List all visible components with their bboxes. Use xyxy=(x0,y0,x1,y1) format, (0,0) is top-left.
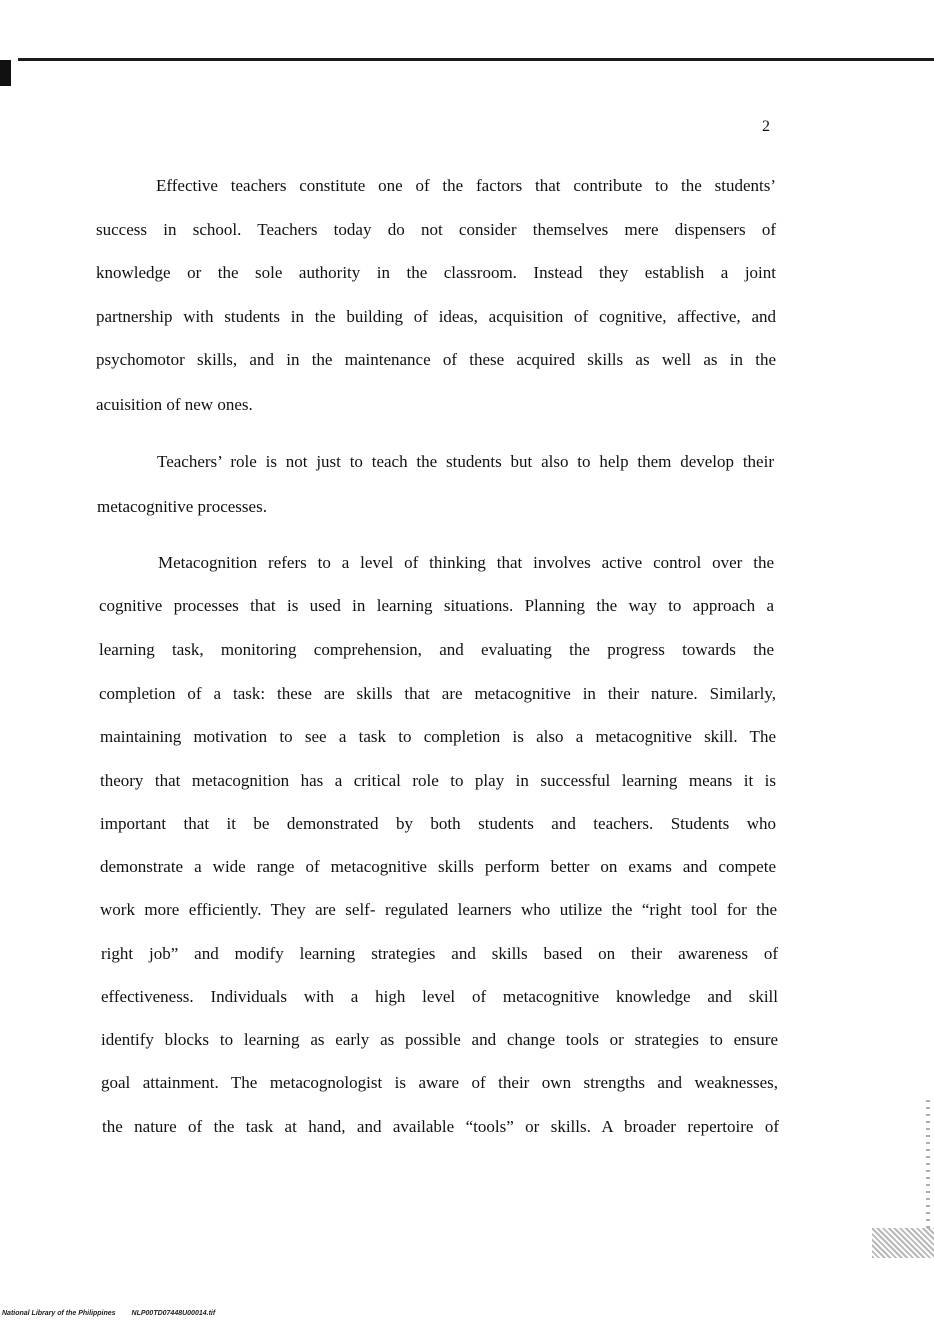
page-number: 2 xyxy=(762,118,770,135)
scan-artifact xyxy=(872,1228,934,1258)
paragraph-3-line-11: effectiveness. Individuals with a high level of metacognitive knowledge and skill xyxy=(101,987,778,1006)
footer-doc-id: NLP00TD07448U00014.tif xyxy=(131,1310,216,1317)
paragraph-3-line-13: goal attainment. The metacognologist is aware of their own strengths and weaknesses, xyxy=(101,1073,778,1092)
paragraph-3-line-8: demonstrate a wide range of metacognitive skills perform better on exams and compete xyxy=(100,857,776,876)
paragraph-2-line-1: Teachers’ role is not just to teach the students but also to help them develop their xyxy=(157,452,774,471)
paragraph-1-line-5: psychomotor skills, and in the maintenance of these acquired skills as well as in the xyxy=(96,350,776,369)
paragraph-3-line-5: maintaining motivation to see a task to completion is also a metacognitive skill. The xyxy=(100,727,776,746)
paragraph-3-line-10: right job” and modify learning strategies and skills based on their awareness of xyxy=(101,944,778,963)
paragraph-1-line-3: knowledge or the sole authority in the classroom. Instead they establish a joint xyxy=(96,263,776,282)
scan-noise xyxy=(926,1100,930,1230)
paragraph-1-line-4: partnership with students in the building of ideas, acquisition of cognitive, affective, and xyxy=(96,307,776,326)
paragraph-3-line-3: learning task, monitoring comprehension, and evaluating the progress towards the xyxy=(99,640,774,659)
scan-edge-mark xyxy=(0,60,11,86)
paragraph-3-line-4: completion of a task: these are skills that are metacognitive in their nature. Similarly, xyxy=(99,684,776,703)
paragraph-3-line-9: work more efficiently. They are self- regulated learners who utilize the “right tool for the xyxy=(100,900,777,919)
paragraph-3-line-14: the nature of the task at hand, and available “tools” or skills. A broader repertoire of xyxy=(102,1117,779,1136)
paragraph-3-line-7: important that it be demonstrated by both students and teachers. Students who xyxy=(100,814,776,833)
paragraph-1-line-6: acuisition of new ones. xyxy=(96,395,253,414)
top-rule xyxy=(18,58,934,61)
paragraph-1-line-2: success in school. Teachers today do not consider themselves mere dispensers of xyxy=(96,220,776,239)
scan-footer xyxy=(2,1310,215,1317)
paragraph-3-line-1: Metacognition refers to a level of thinking that involves active control over the xyxy=(158,553,774,572)
paragraph-1-line-1: Effective teachers constitute one of the factors that contribute to the students’ xyxy=(156,176,776,195)
paragraph-3-line-2: cognitive processes that is used in learning situations. Planning the way to approach a xyxy=(99,596,774,615)
footer-library: National Library of the Philippines xyxy=(2,1310,116,1317)
paragraph-3-line-12: identify blocks to learning as early as possible and change tools or strategies to ensure xyxy=(101,1030,778,1049)
paragraph-2-line-2: metacognitive processes. xyxy=(97,497,267,516)
paragraph-3-line-6: theory that metacognition has a critical role to play in successful learning means it is xyxy=(100,771,776,790)
